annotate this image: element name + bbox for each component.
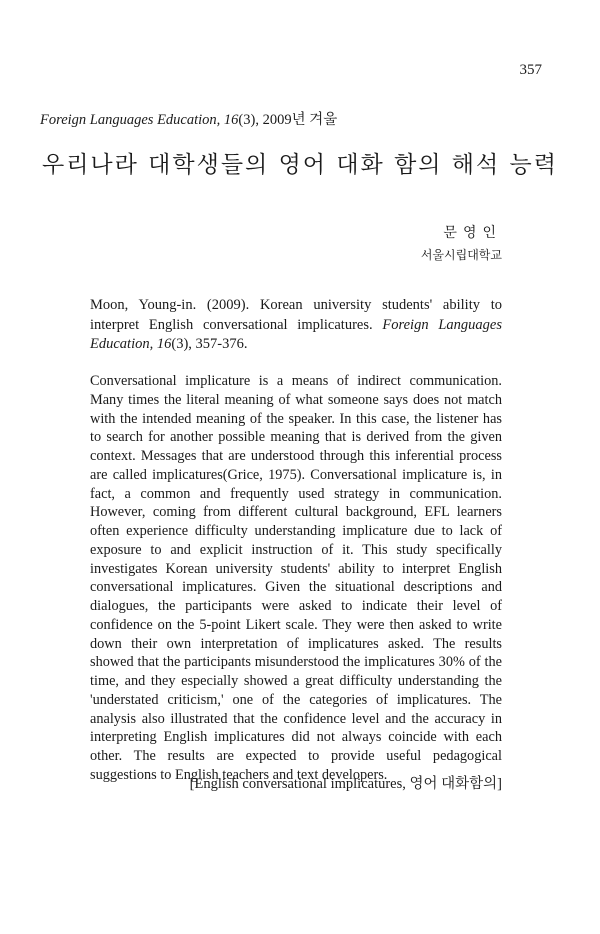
author-name: 문영인 (443, 225, 502, 241)
citation (90, 296, 502, 355)
journal-volume: 16 (223, 112, 239, 128)
author-affiliation: 서울시립대학교 (420, 248, 502, 262)
citation-journal: Foreign Languages Education, 16 (90, 316, 502, 352)
paper-title: 우리나라 대학생들의 영어 대화 함의 해석 능력 (41, 152, 558, 178)
citation-suffix: (3), 357-376. (171, 336, 248, 352)
citation-prefix: Moon, Young-in. (2009). Korean university students' ability to interpret English conversational implicatures. (90, 297, 502, 333)
abstract: Conversational implicature is a means of indirect communication. Many times the literal meaning of what someone says does not match with the intended meaning of the speaker. In this case, the listener has to search for another possible meaning that is derived from the given context. Messages that are understood through this inferential process are called implicatures(Grice, 1975). Conversational implicature is, in fact, a common and frequently used strategy in communication. However, coming from different cultural background, EFL learners often experience difficulty understanding implicature due to lack of exposure to and explicit instruction of it. This study specifically investigates Korean university students' ability to interpret English conversational implicatures. Given the situational descriptions and dialogues, the participants were asked to indicate their level of confidence on the 5-point Likert scale. They were then asked to write down their own interpretation of implicatures asked. The results showed that the participants misunderstood the implicatures 30% of the time, and they especially showed a great difficulty understanding the 'understated criticism,' one of the categories of implicatures. The analysis also illustrated that the confidence level and the accuracy in interpreting English implicatures did not always coincide with each other. The results are expected to provide useful pedagogical suggestions to English teachers and text developers. (90, 373, 502, 783)
journal-issue-season: (3), 2009년 겨울 (238, 112, 338, 128)
page-number: 357 (519, 62, 542, 78)
keywords: [English conversational implicatures, 영어 대화함의] (189, 776, 502, 792)
journal-name: Foreign Languages Education, (40, 112, 221, 128)
journal-header (40, 108, 337, 129)
